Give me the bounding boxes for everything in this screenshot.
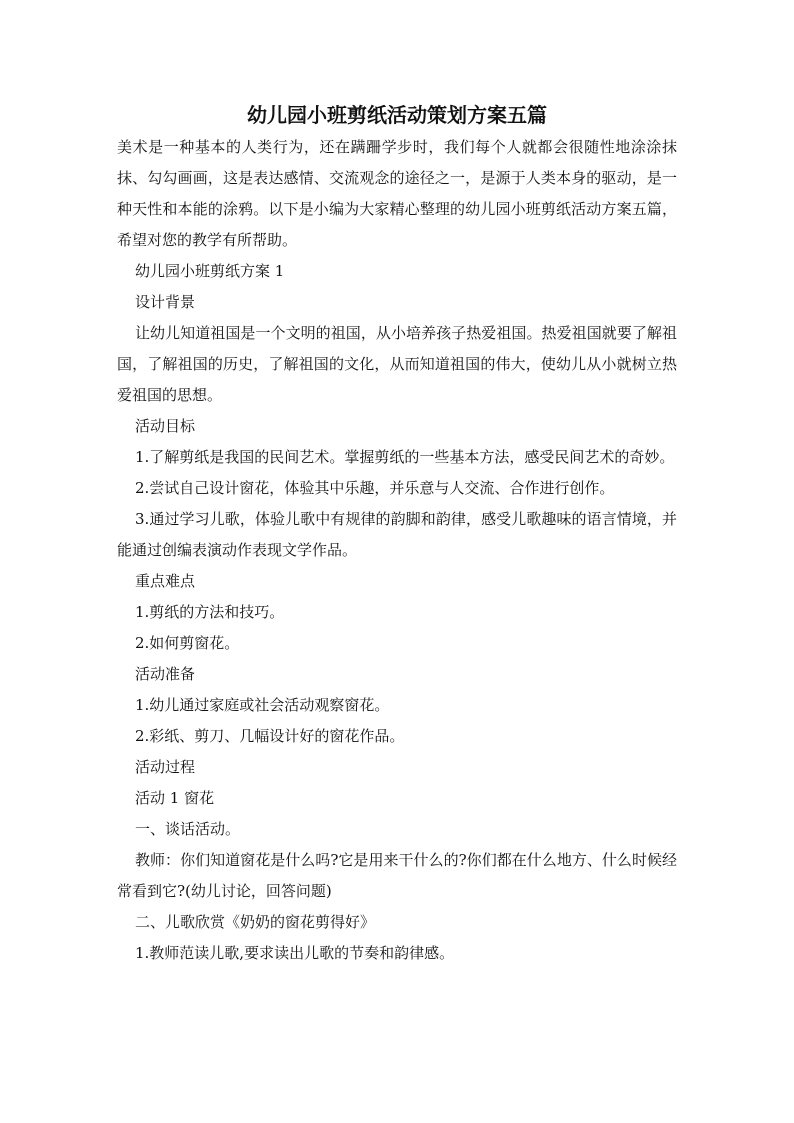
- intro-paragraph: 美术是一种基本的人类行为，还在蹒跚学步时，我们每个人就都会很随性地涂涂抹抹、勾勾画画，这是表达感情、交流观念的途径之一，是源于人类本身的驱动，是一种天性和本能的涂鸦。以下是小编为大家精心整理的幼儿园小班剪纸活动方案五篇，希望对您的教学有所帮助。: [117, 138, 677, 249]
- activity-heading: 活动 1 窗花: [135, 789, 215, 807]
- goal-item: 2.尝试自己设计窗花，体验其中乐趣，并乐意与人交流、合作进行创作。: [135, 479, 615, 497]
- document-title: 幼儿园小班剪纸活动策划方案五篇: [247, 103, 547, 127]
- document-body: [117, 132, 677, 969]
- prep-item: 2.彩纸、剪刀、几幅设计好的窗花作品。: [135, 727, 405, 745]
- process-heading: 活动过程: [135, 758, 196, 776]
- plan-heading: 幼儿园小班剪纸方案 1: [135, 262, 285, 280]
- keypoints-heading: 重点难点: [135, 572, 196, 590]
- prep-item: 1.幼儿通过家庭或社会活动观察窗花。: [135, 696, 390, 714]
- step-item: 1.教师范读儿歌,要求读出儿歌的节奏和韵律感。: [135, 944, 455, 962]
- background-paragraph: 让幼儿知道祖国是一个文明的祖国，从小培养孩子热爱祖国。热爱祖国就要了解祖国，了解祖国的历史，了解祖国的文化，从而知道祖国的伟大，使幼儿从小就树立热爱祖国的思想。: [117, 324, 677, 404]
- background-heading: 设计背景: [135, 293, 196, 311]
- goal-item: 3.通过学习儿歌，体验儿歌中有规律的韵脚和韵律，感受儿歌趣味的语言情境，并能通过创编表演动作表现文学作品。: [117, 510, 677, 559]
- goal-item: 1.了解剪纸是我国的民间艺术。掌握剪纸的一些基本方法，感受民间艺术的奇妙。: [135, 448, 675, 466]
- step-heading: 二、儿歌欣赏《奶奶的窗花剪得好》: [135, 913, 376, 931]
- prep-heading: 活动准备: [135, 665, 196, 683]
- keypoint-item: 2.如何剪窗花。: [135, 634, 240, 652]
- teacher-question-paragraph: 教师：你们知道窗花是什么吗?它是用来干什么的?你们都在什么地方、什么时候经常看到它?(幼儿讨论，回答问题): [117, 851, 677, 900]
- step-heading: 一、谈话活动。: [135, 820, 241, 838]
- goals-heading: 活动目标: [135, 417, 196, 435]
- keypoint-item: 1.剪纸的方法和技巧。: [135, 603, 285, 621]
